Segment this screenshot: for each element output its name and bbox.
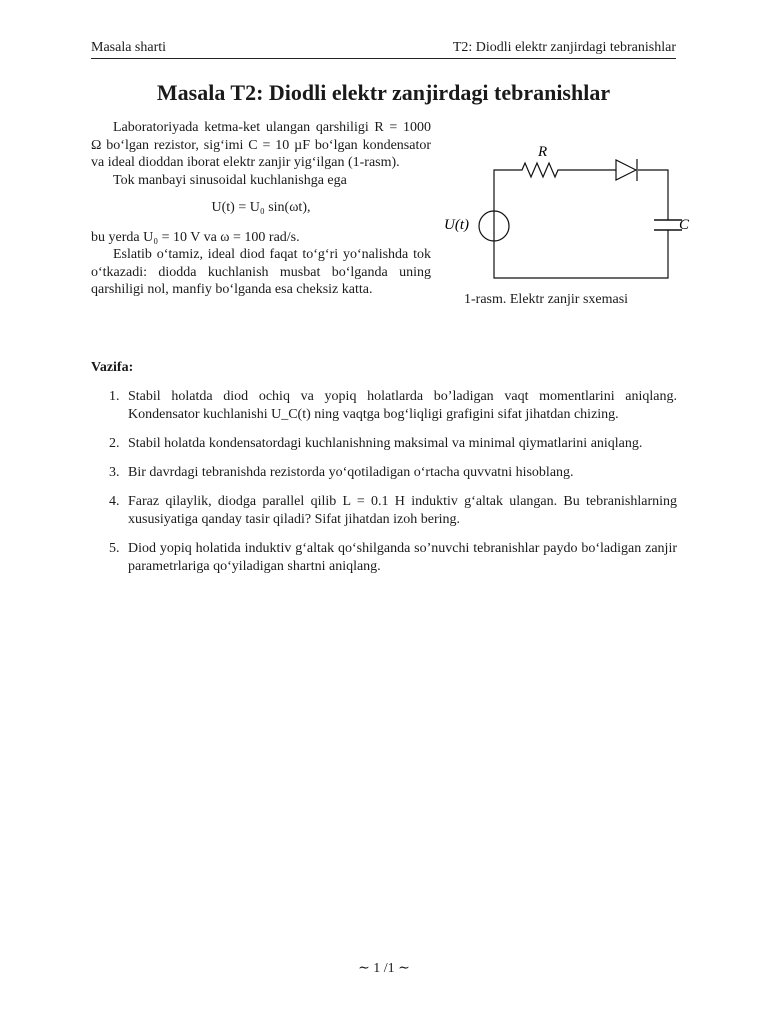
intro-paragraph-1: Laboratoriyada ketma-ket ulangan qarshiligi R = 1000 Ω bo‘lgan rezistor, sig‘imi C = 10 µF bo‘lgan kondensator va ideal dioddan iborat elektr zanjir yig‘ilgan (1-rasm).: [91, 120, 431, 170]
diode-symbol: [616, 159, 637, 181]
page-footer: ∼ 1 /1 ∼: [358, 961, 410, 976]
voltage-source-symbol: [479, 211, 509, 241]
header-right-text: T2: Diodli elektr zanjirdagi tebranishlar: [452, 40, 676, 55]
task-number: 3.: [109, 465, 120, 480]
task-text: Diod yopiq holatida induktiv g‘altak qo‘shilganda so’nuvchi tebranishlar paydo bo‘ladigan zanjir parametrlariga qo‘yiladigan shartni aniqlang.: [128, 541, 677, 574]
capacitor-label: C: [678, 217, 689, 233]
task-number: 2.: [109, 436, 120, 451]
wire-left-top: [494, 170, 518, 211]
task-heading: Vazifa:: [91, 360, 134, 375]
task-text: Bir davrdagi tebranishda rezistorda yo‘qotiladigan o‘rtacha quvvatni hisoblang.: [128, 465, 574, 480]
resistor-symbol: [518, 163, 564, 177]
intro-paragraph-4: Eslatib o‘tamiz, ideal diod faqat to‘g‘ri yo‘nalishda tok o‘tkazadi: diodda kuchlanish musbat bo‘lganda uning qarshiligi nol, manfiy bo‘lganda esa cheksiz katta.: [91, 247, 431, 297]
problem-intro: [91, 119, 431, 299]
task-text: Faraz qilaylik, diodga parallel qilib L = 0.1 H induktiv g‘altak ulangan. Bu tebranishlarning xususiyatiga qanday tasir qiladi? Sifat jihatdan izoh bering.: [128, 494, 677, 527]
voltage-formula: U(t) = U₀ sin(ωt),: [211, 200, 311, 215]
task-item: [91, 493, 677, 529]
intro-paragraph-2: Tok manbayi sinusoidal kuchlanishga ega: [113, 172, 347, 188]
task-item: [91, 540, 677, 576]
task-list: [91, 388, 677, 587]
wire-top-right: [638, 170, 668, 220]
task-number: 5.: [109, 541, 120, 556]
wire-right-bottom: [494, 230, 668, 278]
task-text: Stabil holatda kondensatordagi kuchlanishning maksimal va minimal qiymatlarini aniqlang.: [128, 436, 643, 451]
task-item: [91, 388, 677, 424]
circuit-diagram: [440, 140, 690, 315]
capacitor-symbol: [654, 220, 682, 230]
page-header: [91, 38, 676, 59]
figure-caption: 1-rasm. Elektr zanjir sxemasi: [464, 292, 629, 307]
task-item: [91, 464, 677, 482]
circuit-figure: [440, 140, 690, 315]
intro-paragraph-3: bu yerda U₀ = 10 V va ω = 100 rad/s.: [91, 229, 300, 245]
task-number: 4.: [109, 494, 120, 509]
problem-title: Masala T2: Diodli elektr zanjirdagi tebranishlar: [156, 80, 611, 105]
header-left-text: Masala sharti: [91, 40, 167, 55]
resistor-label: R: [538, 144, 548, 160]
source-label: U(t): [444, 217, 469, 233]
task-item: [91, 435, 677, 453]
task-text: Stabil holatda diod ochiq va yopiq holatlarda bo’ladigan vaqt momentlarini aniqlang. Kondensator kuchlanishi U_C(t) ning vaqtga bog‘liqligi grafigini sifat jihatdan chizing.: [128, 389, 677, 422]
task-number: 1.: [109, 389, 120, 404]
